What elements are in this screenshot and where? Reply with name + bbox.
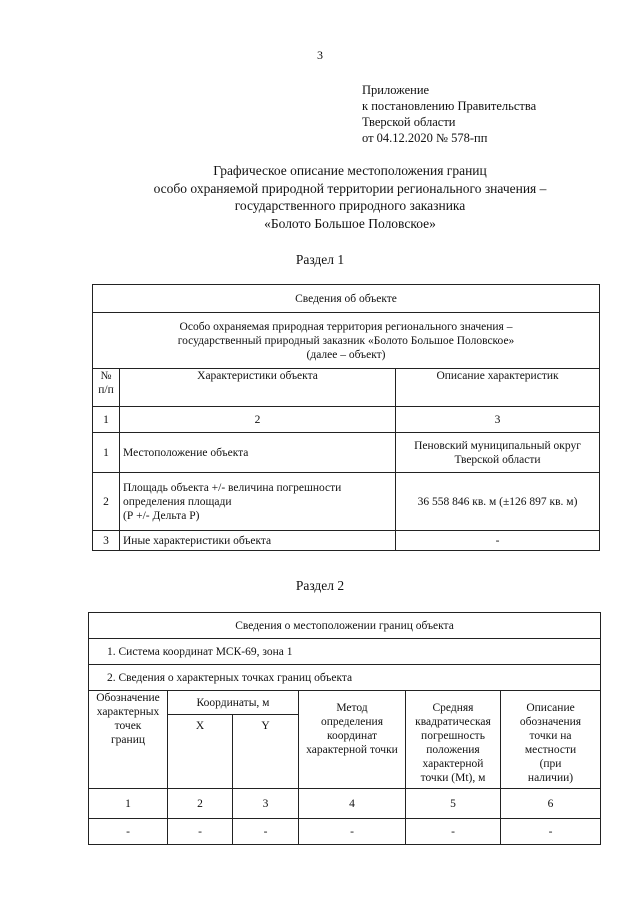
index-cell: 1 [89, 789, 168, 819]
header-line: Метод [336, 702, 368, 714]
header-line: положения [426, 744, 480, 756]
table-caption: Сведения об объекте [93, 285, 600, 313]
annex-line: к постановлению Правительства [362, 99, 537, 113]
characteristic-cell [120, 473, 396, 531]
header-line: точек [114, 720, 142, 732]
page-number: 3 [317, 48, 323, 62]
boundary-table [88, 612, 601, 845]
characteristic-line: определения площади [123, 495, 232, 508]
data-cell: - [406, 819, 501, 845]
header-line: характерной [422, 758, 484, 770]
header-line: обозначения [519, 716, 582, 728]
title-line: Графическое описание местоположения границ [213, 163, 487, 178]
points-info-row: 2. Сведения о характерных точках границ объекта [89, 665, 601, 691]
description-line: Пеновский муниципальный округ [414, 439, 581, 452]
index-cell: 5 [406, 789, 501, 819]
data-cell: - [89, 819, 168, 845]
annex-line: Приложение [362, 83, 430, 97]
header-num-line: № [100, 370, 112, 382]
row-number: 1 [93, 433, 120, 473]
title-line: особо охраняемой природной территории регионального значения – [153, 180, 547, 196]
header-line: (при [539, 758, 562, 770]
header-num-line: п/п [98, 384, 114, 396]
annex-block [362, 82, 536, 146]
header-method [299, 691, 406, 789]
row-number: 2 [93, 473, 120, 531]
header-num [93, 369, 120, 407]
description-line: - [495, 534, 500, 547]
header-line: определения [320, 716, 383, 728]
index-cell: 3 [233, 789, 299, 819]
title-line: государственного природного заказника [234, 198, 466, 213]
header-line: точки на [529, 730, 572, 742]
section1-heading: Раздел 1 [295, 252, 345, 267]
header-line: Средняя [432, 702, 474, 714]
index-cell: 4 [299, 789, 406, 819]
header-y: Y [233, 715, 299, 789]
title-line: «Болото Большое Половское» [264, 215, 436, 231]
row-number: 3 [93, 531, 120, 551]
header-line: точки (Mt), м [420, 772, 486, 784]
index-cell: 6 [501, 789, 601, 819]
description-cell [396, 531, 600, 551]
header-line: Описание [526, 702, 575, 714]
object-info-table [92, 284, 600, 551]
description-cell [396, 433, 600, 473]
object-name-cell [93, 313, 600, 369]
data-cell: - [233, 819, 299, 845]
document-title [60, 162, 640, 232]
characteristic-line: Иные характеристики объекта [123, 534, 272, 547]
index-cell: 3 [396, 407, 600, 433]
characteristic-cell [120, 531, 396, 551]
index-cell: 1 [93, 407, 120, 433]
header-line: Обозначение [96, 692, 160, 704]
header-characteristics: Характеристики объекта [120, 369, 396, 407]
header-coordinates: Координаты, м [168, 691, 299, 715]
data-cell: - [299, 819, 406, 845]
header-line: характерных [96, 706, 160, 718]
description-line: Тверской области [454, 453, 541, 466]
coordinate-system-row: 1. Система координат МСК-69, зона 1 [89, 639, 601, 665]
characteristic-line: Площадь объекта +/- величина погрешности [123, 481, 342, 494]
header-line: погрешность [421, 730, 485, 742]
header-line: квадратическая [415, 716, 491, 728]
index-cell: 2 [168, 789, 233, 819]
header-line: координат [326, 730, 378, 742]
annex-line: Тверской области [362, 115, 456, 129]
characteristic-line: (Р +/- Дельта Р) [123, 509, 200, 522]
object-name-line: (далее – объект) [306, 348, 386, 361]
section2-heading: Раздел 2 [295, 578, 345, 593]
table-caption: Сведения о местоположении границ объекта [89, 613, 601, 639]
header-designation [89, 691, 168, 789]
index-cell: 2 [120, 407, 396, 433]
annex-date-line: от 04.12.2020 № 578-пп [362, 131, 488, 145]
header-x: X [168, 715, 233, 789]
data-cell: - [501, 819, 601, 845]
description-line: 36 558 846 кв. м (±126 897 кв. м) [417, 495, 578, 508]
header-line: границ [110, 734, 146, 746]
header-description: Описание характеристик [396, 369, 600, 407]
data-cell: - [168, 819, 233, 845]
header-line: характерной точки [306, 744, 398, 756]
characteristic-cell [120, 433, 396, 473]
characteristic-line: Местоположение объекта [123, 446, 249, 459]
object-name-line: Особо охраняемая природная территория регионального значения – [179, 320, 513, 333]
description-cell [396, 473, 600, 531]
header-point-description [501, 691, 601, 789]
header-line: местности [524, 744, 577, 756]
header-error [406, 691, 501, 789]
object-name-line: государственный природный заказник «Болото Большое Половское» [177, 334, 515, 347]
header-line: наличии) [527, 772, 574, 784]
